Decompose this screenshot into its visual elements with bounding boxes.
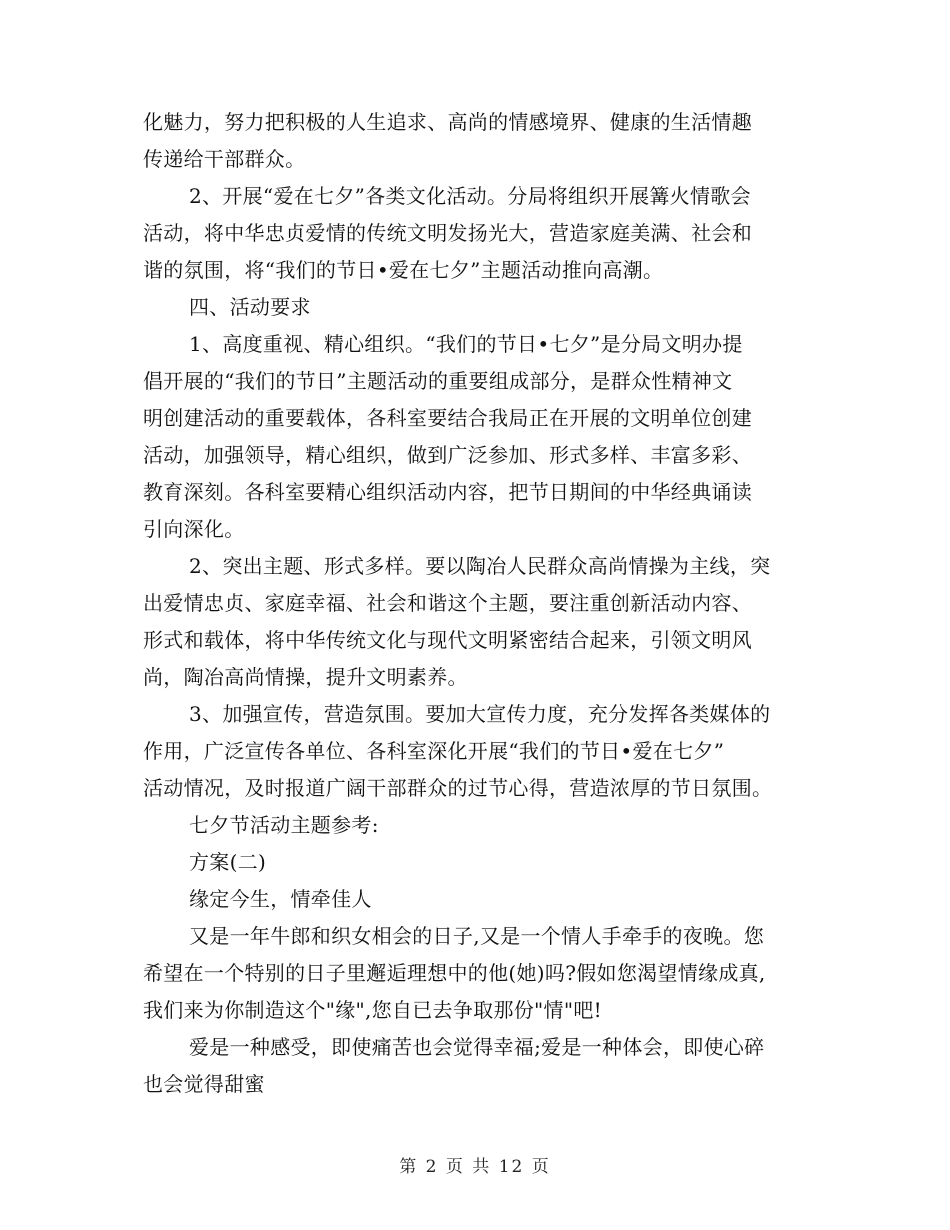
text-line: 2、开展“爱在七夕”各类文化活动。分局将组织开展篝火情歌会	[189, 184, 751, 208]
text-line: 倡开展的“我们的节日”主题活动的重要组成部分，是群众性精神文	[143, 369, 733, 393]
text-line: 又是一年牛郎和织女相会的日子,又是一个情人手牵手的夜晚。您	[189, 924, 765, 948]
text-line: 活动，将中华忠贞爱情的传统文明发扬光大，营造家庭美满、社会和	[143, 221, 752, 245]
text-line: 形式和载体，将中华传统文化与现代文明紧密结合起来，引领文明风	[143, 628, 752, 652]
text-line: 七夕节活动主题参考:	[189, 813, 379, 837]
text-line: 爱是一种感受，即使痛苦也会觉得幸福;爱是一种体会，即使心碎	[189, 1035, 765, 1059]
text-line: 也会觉得甜蜜	[143, 1072, 265, 1096]
text-line: 尚，陶冶高尚情操，提升文明素养。	[143, 665, 468, 689]
text-line: 四、活动要求	[189, 295, 311, 319]
text-line: 2、突出主题、形式多样。要以陶冶人民群众高尚情操为主线，突	[189, 554, 771, 578]
text-line: 方案(二)	[189, 850, 267, 874]
text-line: 缘定今生，情牵佳人	[189, 887, 372, 911]
text-line: 传递给干部群众。	[143, 147, 306, 171]
text-line: 活动，加强领导，精心组织，做到广泛参加、形式多样、丰富多彩、	[143, 443, 752, 467]
page-footer: 第 2 页 共 12 页	[399, 1157, 551, 1177]
document-body	[143, 104, 815, 1103]
text-line: 3、加强宣传，营造氛围。要加大宣传力度，充分发挥各类媒体的	[189, 702, 771, 726]
text-line: 明创建活动的重要载体，各科室要结合我局正在开展的文明单位创建	[143, 406, 752, 430]
text-line: 活动情况，及时报道广阔干部群众的过节心得，营造浓厚的节日氛围。	[143, 776, 773, 800]
text-line: 谐的氛围，将“我们的节日•爱在七夕”主题活动推向高潮。	[143, 258, 664, 282]
text-line: 作用，广泛宣传各单位、各科室深化开展“我们的节日•爱在七夕”	[143, 739, 725, 763]
text-line: 教育深刻。各科室要精心组织活动内容，把节日期间的中华经典诵读	[143, 480, 752, 504]
text-line: 化魅力，努力把积极的人生追求、高尚的情感境界、健康的生活情趣	[143, 110, 752, 134]
text-line: 引向深化。	[143, 517, 245, 541]
text-line: 出爱情忠贞、家庭幸福、社会和谐这个主题，要注重创新活动内容、	[143, 591, 752, 615]
text-line: 我们来为你制造这个"缘",您自已去争取那份"情"吧!	[143, 998, 602, 1022]
text-line: 1、高度重视、精心组织。“我们的节日•七夕”是分局文明办提	[189, 332, 743, 356]
text-line: 希望在一个特别的日子里邂逅理想中的他(她)吗?假如您渴望情缘成真,	[143, 961, 766, 985]
